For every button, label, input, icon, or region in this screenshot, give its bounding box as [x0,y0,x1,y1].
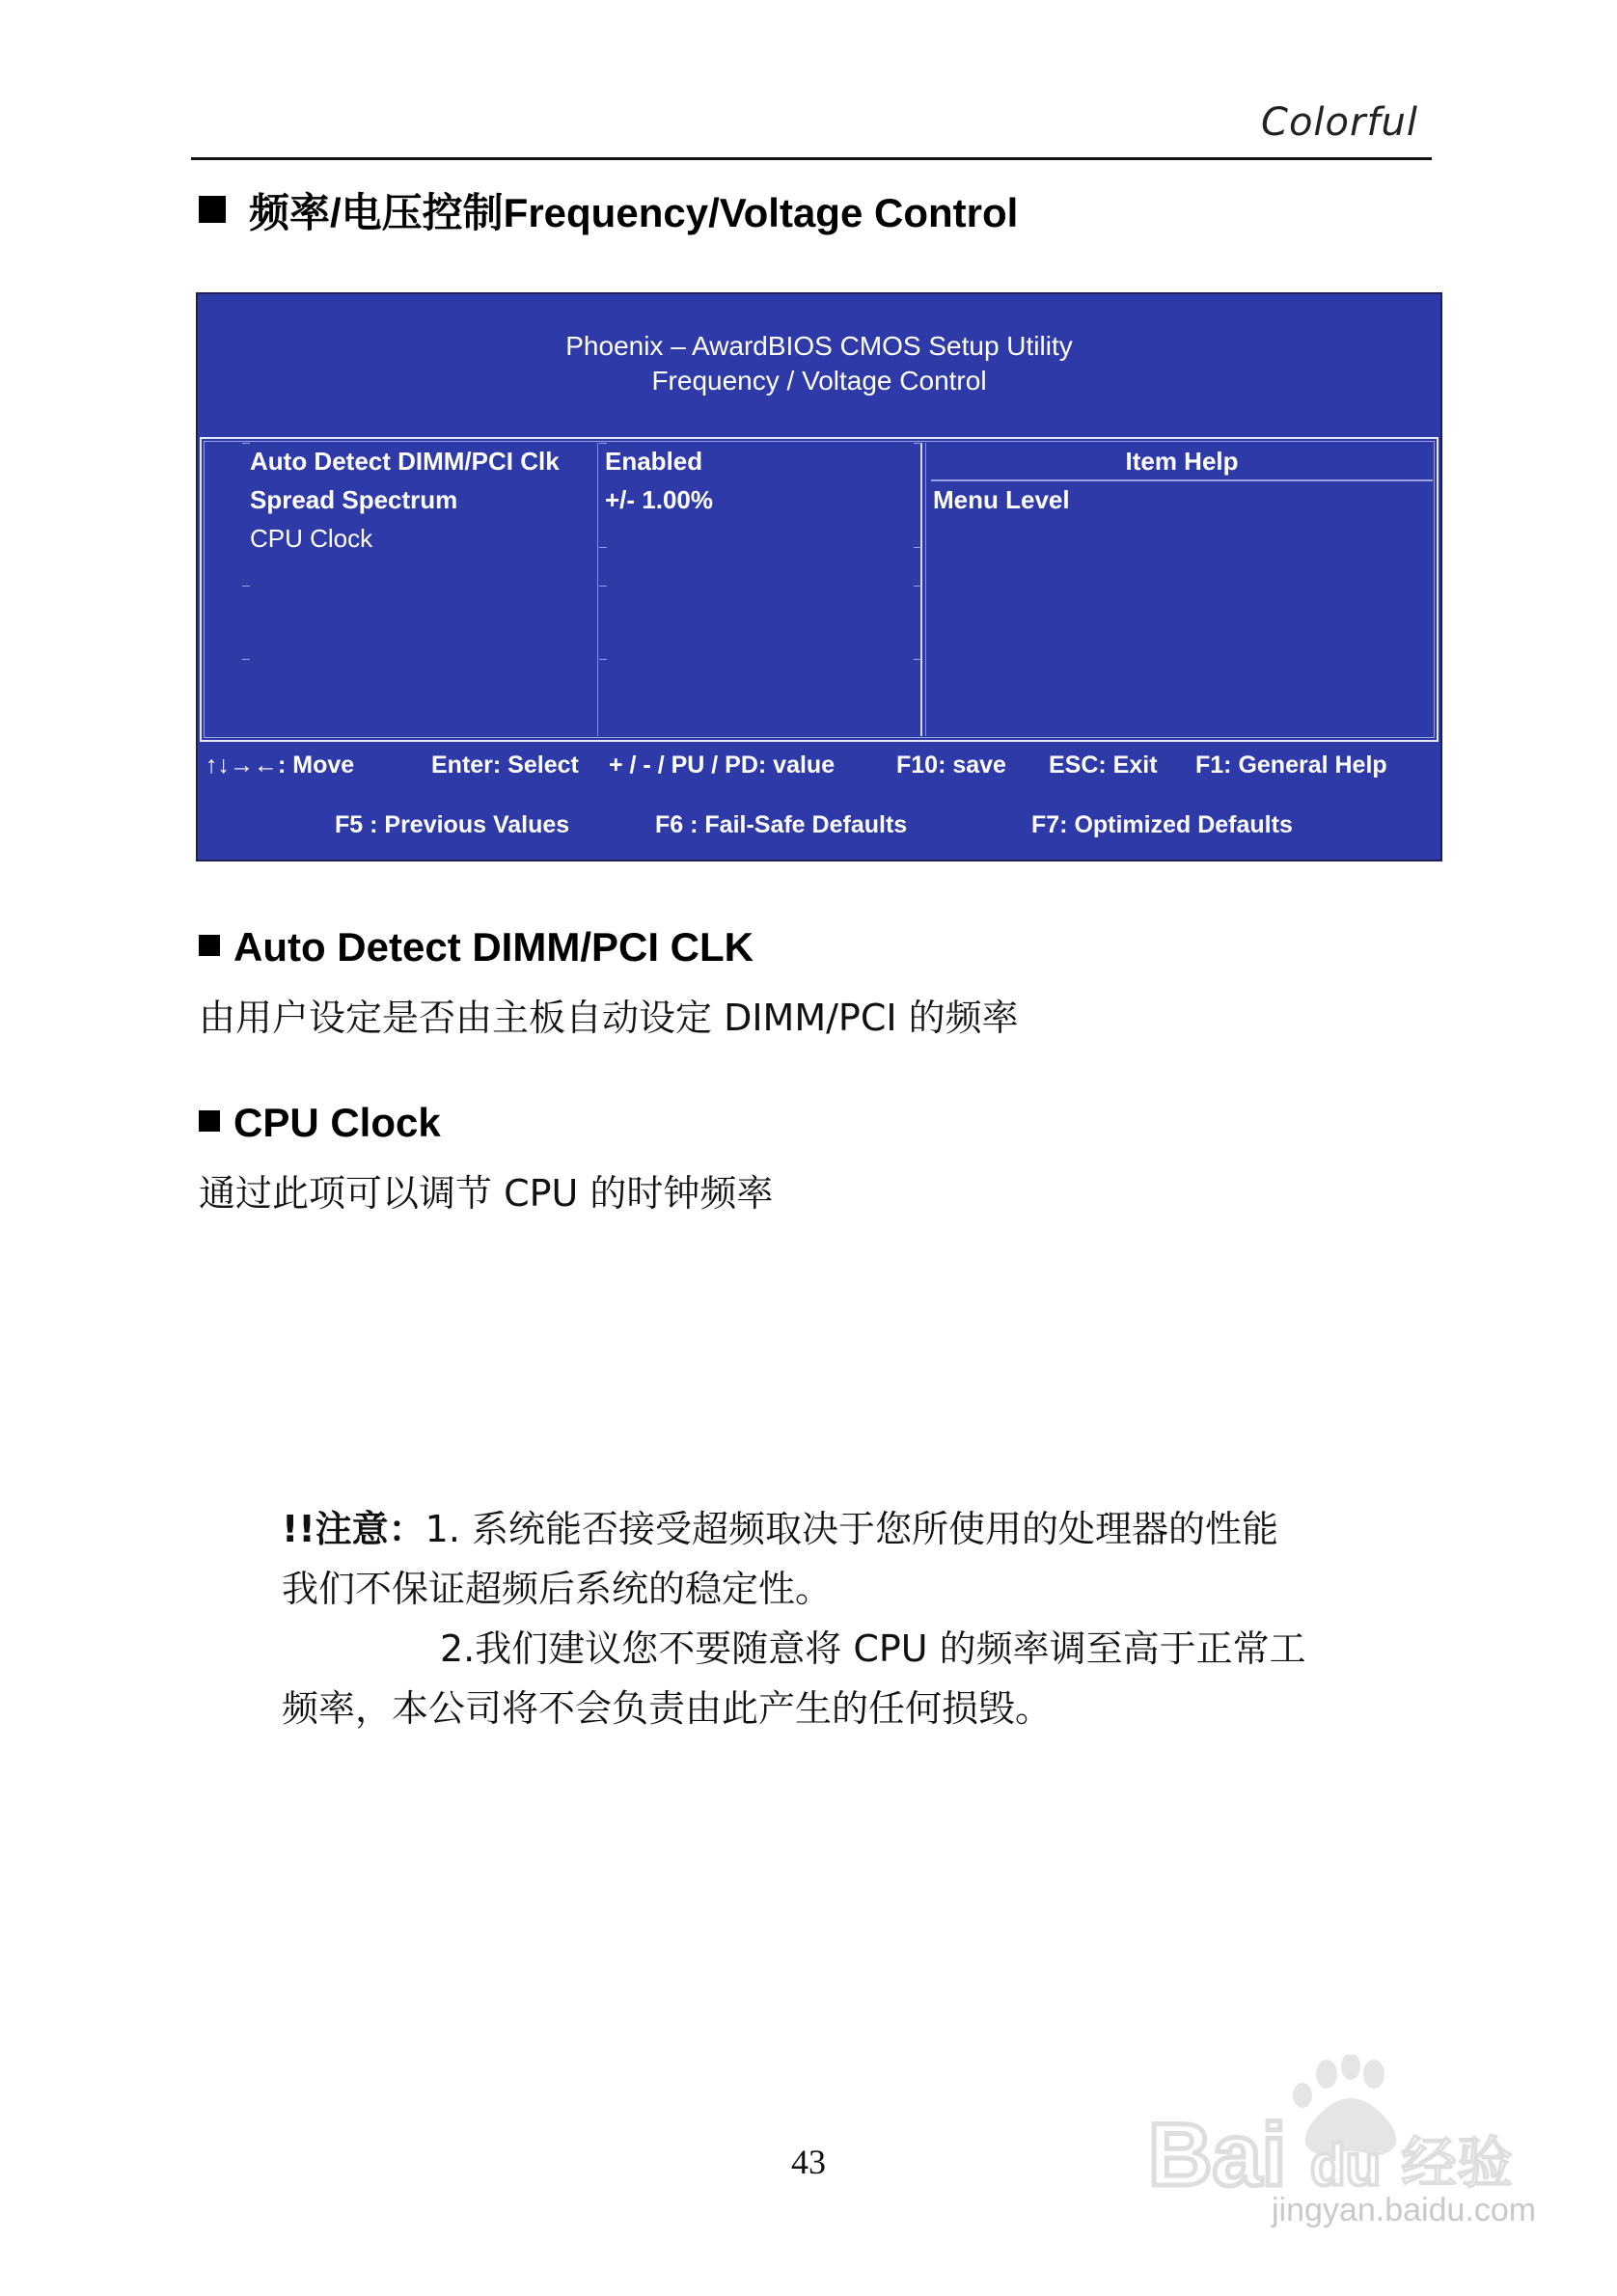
section-title-text: 频率/电压控制Frequency/Voltage Control [249,190,1019,235]
bios-title: Phoenix – AwardBIOS CMOS Setup Utility [565,331,1073,361]
key-move: ↑↓→←: Move [206,752,355,779]
divider-tick [599,659,607,660]
square-bullet-icon [199,1110,220,1132]
svg-text:du: du [1310,2133,1382,2198]
svg-text:Bai: Bai [1148,2106,1287,2204]
heading-auto-detect [199,924,754,970]
menu-item-auto-detect-dimm-pci-clk[interactable]: Auto Detect DIMM/PCI Clk [250,447,560,476]
section-title [199,181,1018,239]
key-f1-help: F1: General Help [1195,752,1387,779]
bios-header [198,294,1440,437]
divider-tick [599,443,607,444]
menu-value-spread-spectrum[interactable]: +/- 1.00% [605,485,714,514]
note-line-1 [282,1499,1420,1559]
header-rule [191,157,1432,160]
item-help-title: Item Help [1125,447,1239,476]
key-f6-failsafe: F6 : Fail-Safe Defaults [655,811,908,838]
square-bullet-icon [199,196,226,223]
divider-tick [242,659,250,660]
note-line-3: 2.我们建议您不要随意将 CPU 的频率调至高于正常工 [440,1627,1306,1670]
divider-tick [914,547,921,548]
key-f5-previous: F5 : Previous Values [335,811,570,838]
help-divider-inner [925,443,926,736]
bios-subtitle: Frequency / Voltage Control [651,366,987,396]
divider-tick [914,659,921,660]
note-line1-text: 1. 系统能否接受超频取决于您所使用的处理器的性能 [425,1508,1279,1550]
divider-tick [599,547,607,548]
page-number: 43 [791,2143,826,2181]
note-line-2: 我们不保证超频后系统的稳定性。 [282,1568,833,1610]
divider-tick [914,586,921,587]
desc-auto-detect: 由用户设定是否由主板自动设定 DIMM/PCI 的频率 [199,997,1019,1039]
menu-value-auto-detect[interactable]: Enabled [605,447,703,476]
key-f10-save: F10: save [896,752,1006,779]
heading-cpu-clock-text: CPU Clock [233,1100,441,1145]
key-change-value: + / - / PU / PD: value [609,752,836,779]
note-line-4: 频率，本公司将不会负责由此产生的任何损毁。 [282,1687,1053,1730]
note-label: !!注意： [282,1508,425,1550]
bios-menu-panel [200,437,1439,742]
divider-tick [242,586,250,587]
menu-item-spread-spectrum[interactable]: Spread Spectrum [250,485,458,514]
key-enter-select: Enter: Select [431,752,579,779]
menu-level-text: Menu Level [933,485,1070,514]
heading-auto-detect-text: Auto Detect DIMM/PCI CLK [233,924,754,970]
column-divider [597,443,598,736]
help-divider [920,443,922,736]
watermark-url: jingyan.baidu.com [1272,2192,1537,2228]
brand-logo-text: Colorful [1261,100,1418,145]
bios-key-legend [200,742,1439,858]
divider-tick [914,443,921,444]
key-esc-exit: ESC: Exit [1049,752,1158,779]
desc-cpu-clock: 通过此项可以调节 CPU 的时钟频率 [199,1172,774,1215]
divider-tick [599,586,607,587]
key-f7-optimized: F7: Optimized Defaults [1031,811,1293,838]
bios-screen [196,292,1442,861]
menu-item-cpu-clock[interactable]: CPU Clock [250,524,373,553]
divider-tick [242,443,250,444]
svg-text:经验: 经验 [1401,2130,1514,2196]
heading-cpu-clock [199,1100,441,1146]
square-bullet-icon [199,935,220,956]
note-block [282,1499,1420,1738]
item-help-rule [931,479,1433,481]
